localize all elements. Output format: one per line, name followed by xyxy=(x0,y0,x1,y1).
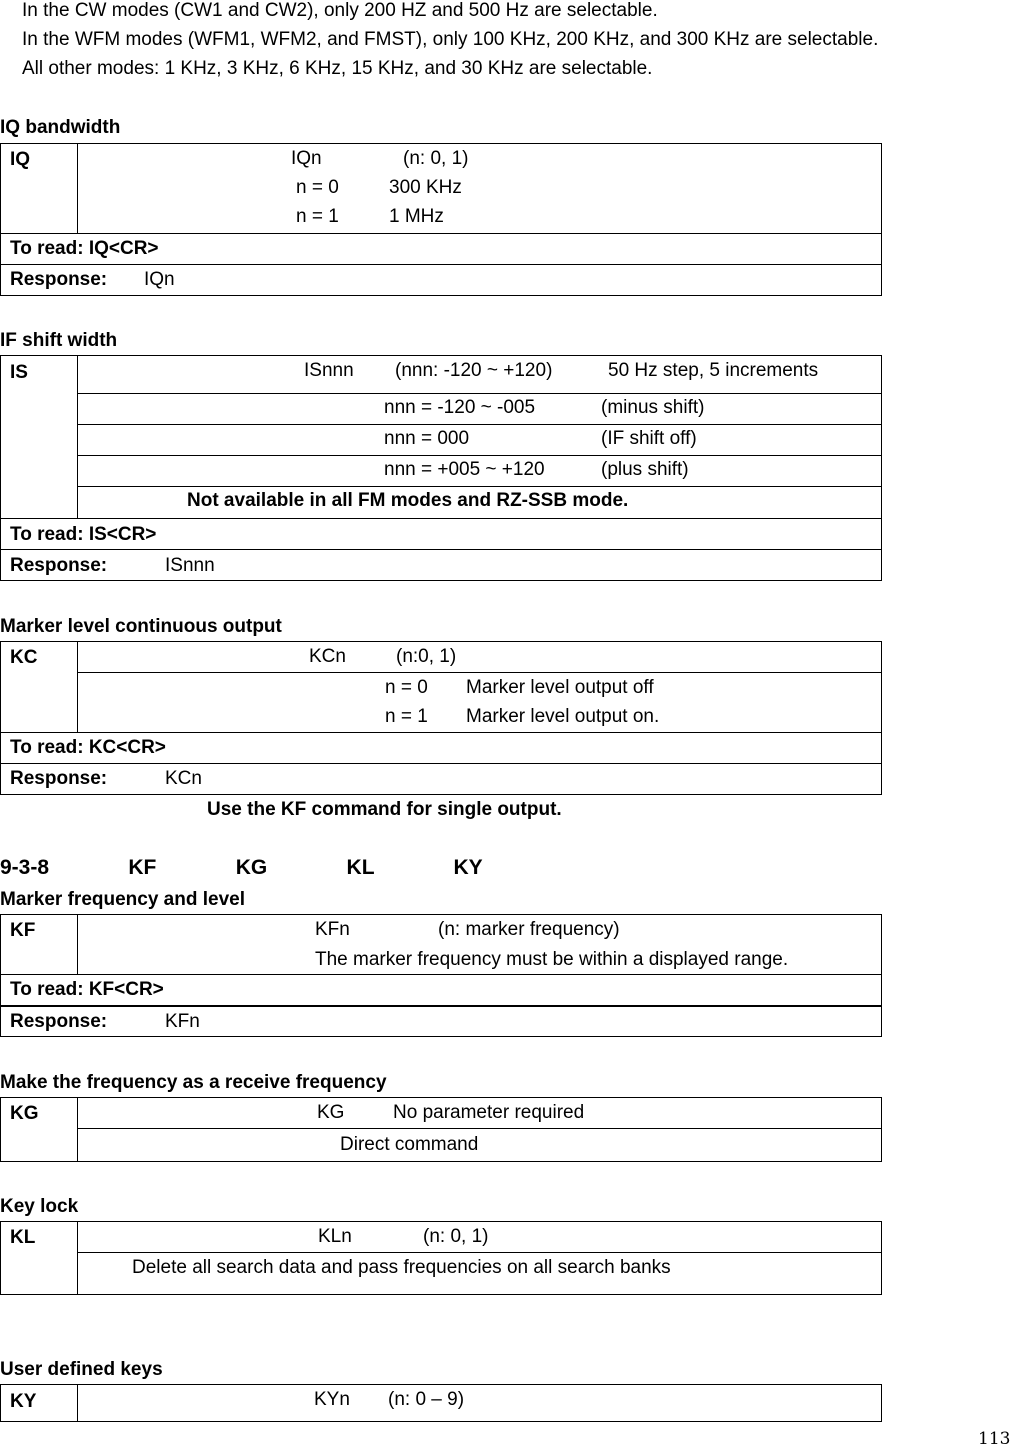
kc-title: Marker level continuous output xyxy=(0,616,282,637)
kc-syntax: KCn xyxy=(309,646,346,667)
is-title: IF shift width xyxy=(0,330,118,351)
kf-syntax: KFn xyxy=(315,919,350,940)
kf-title: Marker frequency and level xyxy=(0,889,245,910)
intro-line-2: In the WFM modes (WFM1, WFM2, and FMST), only 100 KHz, 200 KHz, and 300 KHz are selectable. xyxy=(22,29,879,50)
section-heading: 9-3-8 KF KG KL KY xyxy=(0,856,483,879)
ky-syntax: KYn xyxy=(314,1389,350,1410)
kl-syntax: KLn xyxy=(318,1226,352,1247)
ky-range: (n: 0 – 9) xyxy=(388,1389,465,1410)
kc-v0: Marker level output off xyxy=(466,677,654,698)
is-syntax: ISnnn xyxy=(304,360,354,381)
iq-read: To read: IQ<CR> xyxy=(10,238,159,259)
is-response: ISnnn xyxy=(165,555,215,576)
iq-response-label: Response: xyxy=(10,269,108,290)
is-step: 50 Hz step, 5 increments xyxy=(608,360,819,381)
ky-command: KY xyxy=(10,1391,37,1412)
kg-param: No parameter required xyxy=(393,1102,585,1123)
kg-description: Direct command xyxy=(340,1134,479,1155)
kc-n1: n = 1 xyxy=(385,706,428,727)
iq-title: IQ bandwidth xyxy=(0,117,121,138)
is-range-3: nnn = +005 ~ +120 xyxy=(384,459,545,480)
kc-range: (n:0, 1) xyxy=(396,646,457,667)
kf-command: KF xyxy=(10,920,36,941)
ky-title: User defined keys xyxy=(0,1359,163,1380)
iq-syntax: IQn xyxy=(291,148,322,169)
iq-response: IQn xyxy=(144,269,175,290)
page-number: 113 xyxy=(978,1429,1011,1449)
kg-syntax: KG xyxy=(317,1102,345,1123)
is-desc-3: (plus shift) xyxy=(601,459,689,480)
kf-response: KFn xyxy=(165,1011,200,1032)
intro-line-1: In the CW modes (CW1 and CW2), only 200 HZ and 500 Hz are selectable. xyxy=(22,0,658,21)
intro-line-3: All other modes: 1 KHz, 3 KHz, 6 KHz, 15 KHz, and 30 KHz are selectable. xyxy=(22,58,653,79)
iq-range: (n: 0, 1) xyxy=(403,148,469,169)
iq-n0: n = 0 xyxy=(296,177,339,198)
kc-v1: Marker level output on. xyxy=(466,706,660,727)
kl-description: Delete all search data and pass frequencies on all search banks xyxy=(132,1257,671,1278)
kf-range: (n: marker frequency) xyxy=(438,919,620,940)
is-response-label: Response: xyxy=(10,555,108,576)
kc-read: To read: KC<CR> xyxy=(10,737,166,758)
kc-response-label: Response: xyxy=(10,768,108,789)
kc-note: Use the KF command for single output. xyxy=(207,799,562,820)
kl-range: (n: 0, 1) xyxy=(423,1226,489,1247)
kg-command: KG xyxy=(10,1103,39,1124)
kc-response: KCn xyxy=(165,768,202,789)
is-desc-1: (minus shift) xyxy=(601,397,705,418)
kc-n0: n = 0 xyxy=(385,677,428,698)
kf-description: The marker frequency must be within a displayed range. xyxy=(315,949,789,970)
kg-title: Make the frequency as a receive frequency xyxy=(0,1072,387,1093)
iq-command: IQ xyxy=(10,149,31,170)
is-range-2: nnn = 000 xyxy=(384,428,470,449)
is-range: (nnn: -120 ~ +120) xyxy=(395,360,553,381)
is-command: IS xyxy=(10,362,28,383)
is-note: Not available in all FM modes and RZ-SSB mode. xyxy=(187,490,629,511)
kc-command: KC xyxy=(10,647,38,668)
iq-v1: 1 MHz xyxy=(389,206,444,227)
is-desc-2: (IF shift off) xyxy=(601,428,697,449)
is-read: To read: IS<CR> xyxy=(10,524,157,545)
kl-title: Key lock xyxy=(0,1196,79,1217)
iq-v0: 300 KHz xyxy=(389,177,462,198)
kf-read: To read: KF<CR> xyxy=(10,979,164,1000)
iq-n1: n = 1 xyxy=(296,206,339,227)
kl-command: KL xyxy=(10,1227,36,1248)
is-range-1: nnn = -120 ~ -005 xyxy=(384,397,536,418)
kf-response-label: Response: xyxy=(10,1011,108,1032)
